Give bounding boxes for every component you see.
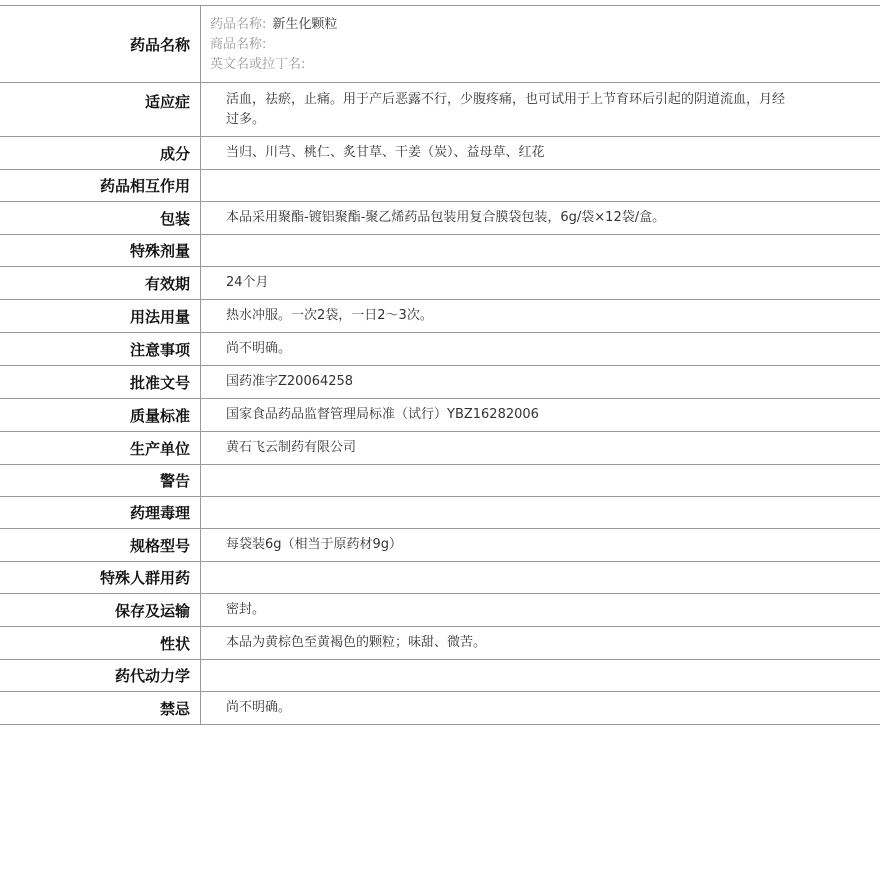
row-label: 保存及运输 [0, 594, 201, 627]
row-label: 成分 [0, 137, 201, 170]
row-label: 批准文号 [0, 366, 201, 399]
row-label: 注意事项 [0, 333, 201, 366]
row-value [201, 660, 880, 692]
row-label: 药品相互作用 [0, 170, 201, 202]
row-value [201, 497, 880, 529]
row-label: 用法用量 [0, 300, 201, 333]
row-value: 密封。 [226, 602, 266, 617]
row-value: 本品为黄棕色至黄褐色的颗粒；味甜、微苦。 [226, 635, 487, 650]
table-row-precautions [0, 333, 880, 366]
row-value [201, 170, 880, 202]
table-row-ingredients [0, 137, 880, 170]
drug-name-label: 药品名称: [210, 17, 267, 32]
row-value: 24个月 [226, 275, 269, 290]
row-label: 药代动力学 [0, 660, 201, 692]
row-label: 药理毒理 [0, 497, 201, 529]
row-label: 警告 [0, 465, 201, 497]
row-label: 禁忌 [0, 692, 201, 725]
english-name-label: 英文名或拉丁名: [210, 57, 306, 72]
row-label: 生产单位 [0, 432, 201, 465]
row-label: 有效期 [0, 267, 201, 300]
row-label: 性状 [0, 627, 201, 660]
drug-name-line [210, 15, 880, 35]
table-row-dosage [0, 300, 880, 333]
table-row-special-dosage [0, 235, 880, 267]
table-row-contraindications [0, 692, 880, 725]
table-row-warning [0, 465, 880, 497]
row-value: 本品采用聚酯-镀铝聚酯-聚乙烯药品包装用复合膜袋包装，6g/袋×12袋/盒。 [226, 210, 666, 225]
names-cell [201, 6, 880, 83]
table-row-indications [0, 83, 880, 137]
table-row-shelf-life [0, 267, 880, 300]
row-label: 特殊剂量 [0, 235, 201, 267]
indication-text: 活血，祛瘀，止痛。用于产后恶露不行，少腹疼痛，也可试用于上节育环后引起的阴道流血，月经过多。 [226, 92, 786, 127]
table-row-quality-standard [0, 399, 880, 432]
row-label: 规格型号 [0, 529, 201, 562]
drug-name-value: 新生化颗粒 [272, 17, 338, 32]
row-value: 当归、川芎、桃仁、炙甘草、干姜（炭）、益母草、红花 [226, 145, 545, 160]
row-label: 特殊人群用药 [0, 562, 201, 594]
row-value: 尚不明确。 [226, 700, 292, 715]
table-row-names [0, 6, 880, 83]
row-label: 质量标准 [0, 399, 201, 432]
trade-name-label: 商品名称: [210, 37, 267, 52]
row-value: 国家食品药品监督管理局标准（试行）YBZ16282006 [226, 407, 539, 422]
table-row-special-populations [0, 562, 880, 594]
english-name-line [210, 55, 880, 75]
table-row-manufacturer [0, 432, 880, 465]
table-row-storage [0, 594, 880, 627]
table-row-approval-number [0, 366, 880, 399]
table-row-specification [0, 529, 880, 562]
row-value [201, 562, 880, 594]
row-label: 药品名称 [0, 6, 201, 83]
table-row-pharmacology [0, 497, 880, 529]
row-value: 热水冲服。一次2袋，一日2～3次。 [226, 308, 433, 323]
row-value [201, 465, 880, 497]
row-value: 每袋装6g（相当于原药材9g） [226, 537, 403, 552]
drug-info-table [0, 5, 880, 725]
table-row-description [0, 627, 880, 660]
table-row-pharmacokinetics [0, 660, 880, 692]
row-value: 尚不明确。 [226, 341, 292, 356]
row-label: 包装 [0, 202, 201, 235]
row-value: 黄石飞云制药有限公司 [226, 440, 357, 455]
row-value: 国药准字Z20064258 [226, 374, 354, 389]
trade-name-line [210, 35, 880, 55]
row-label: 适应症 [0, 83, 201, 137]
row-value [201, 235, 880, 267]
row-value [201, 83, 880, 137]
table-row-interactions [0, 170, 880, 202]
table-row-packaging [0, 202, 880, 235]
